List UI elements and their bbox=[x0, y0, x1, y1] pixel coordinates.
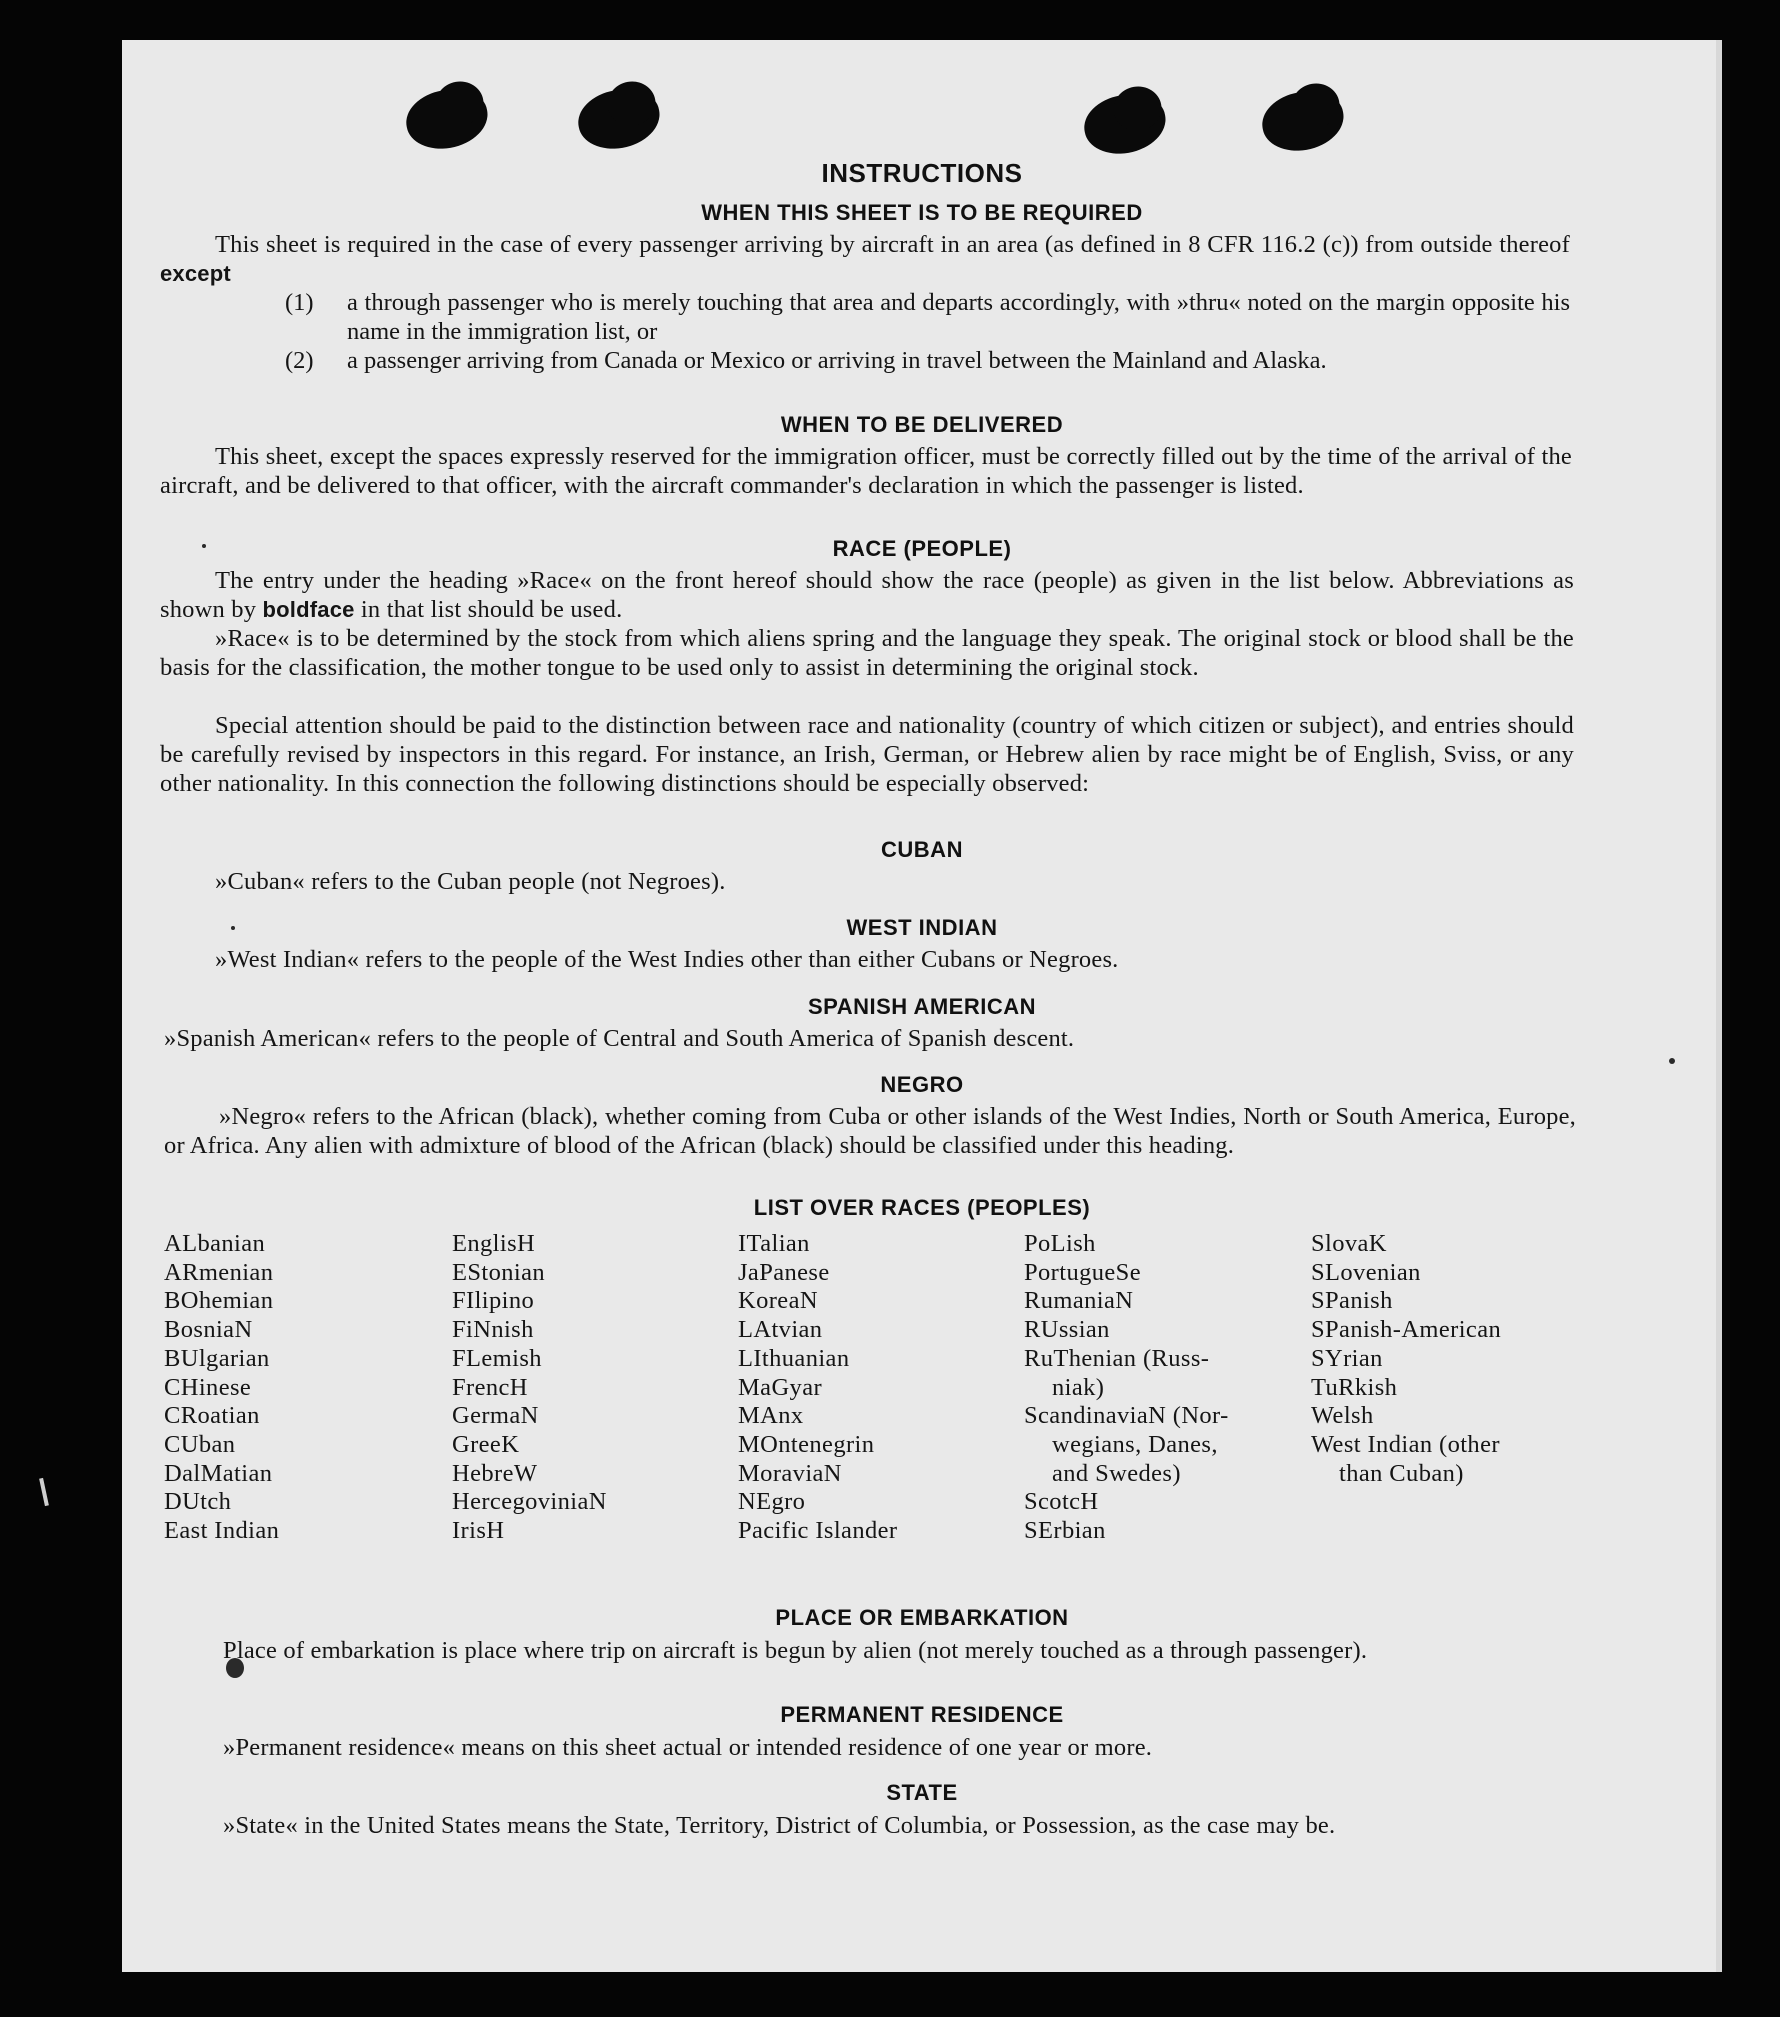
punch-hole bbox=[574, 83, 665, 154]
section-heading-state: STATE bbox=[886, 1780, 958, 1805]
race-entry: ARmenian bbox=[164, 1258, 274, 1286]
race-entry: GermaN bbox=[452, 1402, 539, 1430]
race-entry: CUban bbox=[164, 1430, 236, 1458]
race-entry: CRoatian bbox=[164, 1402, 260, 1430]
race-entry: MoraviaN bbox=[738, 1459, 842, 1487]
race-entry: TuRkish bbox=[1311, 1373, 1398, 1401]
race-entry: MAnx bbox=[738, 1402, 804, 1430]
race-entry-continuation: and Swedes) bbox=[1052, 1459, 1181, 1487]
required-intro-bold: except bbox=[160, 261, 231, 286]
race-entry-continuation: niak) bbox=[1052, 1373, 1105, 1401]
race-entry: IrisH bbox=[452, 1517, 505, 1545]
section-heading-negro: NEGRO bbox=[880, 1072, 964, 1097]
negro-text: »Negro« refers to the African (black), whether coming from Cuba or other islands of the West Indies, North or South America, Europe, or Africa. Any alien with admixture of blood of the African (black) should be classified under this heading. bbox=[164, 1103, 1576, 1159]
section-heading-spanish-american: SPANISH AMERICAN bbox=[807, 994, 1036, 1019]
race-entry: West Indian (other bbox=[1311, 1430, 1500, 1458]
races-column bbox=[738, 1230, 897, 1546]
race-entry-continuation: than Cuban) bbox=[1339, 1459, 1464, 1487]
spanish-american-text: »Spanish American« refers to the people of Central and South America of Spanish descent. bbox=[164, 1025, 1075, 1052]
section-heading-race: RACE (PEOPLE) bbox=[832, 536, 1012, 561]
state-text: »State« in the United States means the State, Territory, District of Columbia, or Possession, as the case may be. bbox=[223, 1812, 1336, 1839]
required-item bbox=[285, 288, 1570, 346]
races-column bbox=[1024, 1230, 1229, 1546]
race-p1-text: The entry under the heading »Race« on the front hereof should show the race (people) as given in the list below. Abbreviations as shown by bbox=[160, 567, 1574, 623]
race-entry: JaPanese bbox=[738, 1258, 830, 1286]
race-entry: SLovenian bbox=[1311, 1258, 1421, 1286]
races-column bbox=[452, 1230, 607, 1546]
race-entry: SPanish-American bbox=[1311, 1316, 1502, 1344]
embarkation-text: Place of embarkation is place where trip on aircraft is begun by alien (not merely touched as a through passenger). bbox=[223, 1637, 1368, 1664]
required-item-text: a through passenger who is merely touching that area and departs accordingly, with »thru« noted on the margin opposite his name in the immigration list, or bbox=[347, 289, 1570, 345]
section-heading-residence: PERMANENT RESIDENCE bbox=[780, 1702, 1064, 1727]
race-entry: RumaniaN bbox=[1024, 1287, 1134, 1315]
race-entry: East Indian bbox=[164, 1517, 280, 1545]
race-entry: LIthuanian bbox=[738, 1344, 850, 1372]
race-entry: ScotcH bbox=[1024, 1488, 1099, 1516]
race-entry: ITalian bbox=[738, 1230, 810, 1257]
race-entry: BOhemian bbox=[164, 1287, 274, 1315]
document-sheet bbox=[122, 40, 1722, 1972]
race-entry: FIlipino bbox=[452, 1287, 535, 1315]
required-item bbox=[285, 346, 1570, 375]
race-entry-continuation: wegians, Danes, bbox=[1052, 1430, 1218, 1458]
section-heading-delivered: WHEN TO BE DELIVERED bbox=[780, 412, 1064, 437]
race-entry: NEgro bbox=[738, 1488, 806, 1516]
race-entry: FLemish bbox=[452, 1344, 542, 1372]
required-item-number: (2) bbox=[285, 347, 314, 374]
section-heading-west-indian: WEST INDIAN bbox=[846, 915, 998, 940]
required-item-number: (1) bbox=[285, 289, 314, 316]
race-entry: FrencH bbox=[452, 1373, 528, 1401]
race-entry: SErbian bbox=[1024, 1517, 1106, 1545]
race-entry: ScandinaviaN (Nor- bbox=[1024, 1402, 1229, 1430]
race-entry: Welsh bbox=[1311, 1402, 1374, 1430]
section-heading-embarkation: PLACE OR EMBARKATION bbox=[775, 1605, 1069, 1630]
west-indian-text: »West Indian« refers to the people of the West Indies other than either Cubans or Negroes. bbox=[215, 946, 1119, 973]
punch-hole bbox=[1080, 88, 1171, 159]
section-heading-cuban: CUBAN bbox=[881, 837, 963, 862]
residence-text: »Permanent residence« means on this sheet actual or intended residence of one year or more. bbox=[223, 1734, 1153, 1761]
section-heading-races-list: LIST OVER RACES (PEOPLES) bbox=[753, 1195, 1091, 1220]
race-entry: PortugueSe bbox=[1024, 1258, 1141, 1286]
required-intro-text: This sheet is required in the case of every passenger arriving by aircraft in an area (as defined in 8 CFR 116.2 (c)) from outside thereof bbox=[215, 231, 1570, 258]
race-entry: RuThenian (Russ- bbox=[1024, 1344, 1210, 1372]
race-entry: EStonian bbox=[452, 1258, 546, 1286]
race-entry: RUssian bbox=[1024, 1316, 1110, 1344]
race-entry: FiNnish bbox=[452, 1316, 534, 1344]
race-entry: GreeK bbox=[452, 1430, 520, 1458]
race-entry: KoreaN bbox=[738, 1287, 818, 1315]
required-intro bbox=[160, 230, 1570, 288]
race-entry: MOntenegrin bbox=[738, 1430, 875, 1458]
race-paragraph-3: Special attention should be paid to the distinction between race and nationality (country of which citizen or subject), and entries should be carefully revised by inspectors in this regard. For instance, an Irish, German, or Hebrew alien by race might be of English, Sviss, or any other nationality. In this connection the following distinctions should be especially observed: bbox=[160, 712, 1574, 797]
race-p1-text: in that list should be used. bbox=[360, 596, 623, 623]
race-paragraph-1 bbox=[160, 566, 1574, 624]
race-entry: ALbanian bbox=[164, 1230, 266, 1257]
races-column bbox=[1311, 1230, 1501, 1488]
page-title: INSTRUCTIONS bbox=[821, 158, 1023, 188]
race-entry: DalMatian bbox=[164, 1459, 273, 1487]
race-paragraph-2: »Race« is to be determined by the stock from which aliens spring and the language they speak. The original stock or blood shall be the basis for the classification, the mother tongue to be used only to assist in determining the original stock. bbox=[160, 625, 1574, 681]
punch-hole bbox=[402, 83, 493, 154]
delivered-text: This sheet, except the spaces expressly reserved for the immigration officer, must be correctly filled out by the time of the arrival of the aircraft, and be delivered to that officer, with the aircraft commander's declaration in which the passenger is listed. bbox=[160, 443, 1572, 499]
race-entry: SlovaK bbox=[1311, 1230, 1387, 1257]
race-entry: Pacific Islander bbox=[738, 1517, 898, 1545]
race-entry: HebreW bbox=[452, 1459, 538, 1487]
section-heading-required: WHEN THIS SHEET IS TO BE REQUIRED bbox=[701, 200, 1143, 225]
race-entry: EnglisH bbox=[452, 1230, 536, 1257]
race-entry: LAtvian bbox=[738, 1316, 823, 1344]
race-entry: SPanish bbox=[1311, 1287, 1393, 1315]
race-entry: SYrian bbox=[1311, 1344, 1383, 1372]
races-column bbox=[164, 1230, 279, 1546]
race-p1-bold: boldface bbox=[262, 597, 355, 622]
race-entry: BUlgarian bbox=[164, 1344, 270, 1372]
race-entry: MaGyar bbox=[738, 1373, 823, 1401]
ink-speck bbox=[1669, 1058, 1675, 1064]
race-entry: DUtch bbox=[164, 1488, 232, 1516]
cuban-text: »Cuban« refers to the Cuban people (not Negroes). bbox=[215, 868, 726, 895]
film-edge-mark bbox=[39, 1478, 49, 1506]
punch-hole bbox=[1258, 85, 1349, 156]
race-entry: BosniaN bbox=[164, 1316, 253, 1344]
race-entry: CHinese bbox=[164, 1373, 252, 1401]
race-entry: HercegoviniaN bbox=[452, 1488, 607, 1516]
required-item-text: a passenger arriving from Canada or Mexico or arriving in travel between the Mainland and Alaska. bbox=[347, 347, 1327, 374]
race-entry: PoLish bbox=[1024, 1230, 1096, 1257]
